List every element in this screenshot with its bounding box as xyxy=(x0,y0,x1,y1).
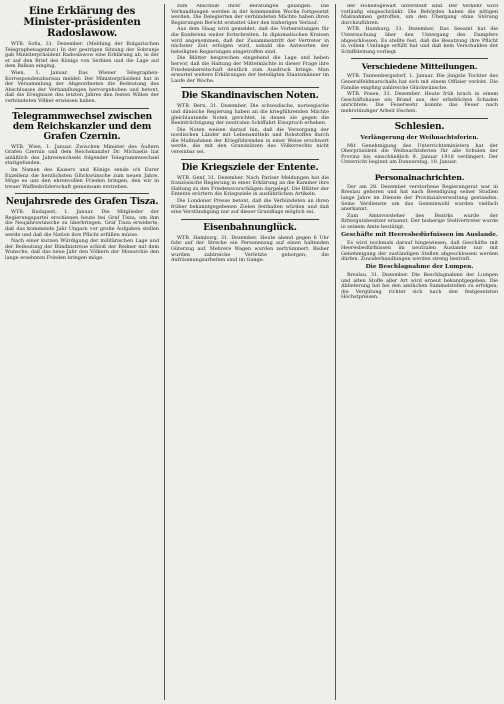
section-divider xyxy=(181,87,319,88)
article-paragraph: Die Noten weisen darauf hin, daß die Versorgung der nordischen Länder mit Lebensmitteln und Rohstoffen durch die Maßnahmen der Kriegführenden in einer Weise erschwert werde, die mit den Grundsätzen des Völkerrechts nicht vereinbar sei. xyxy=(171,126,329,156)
article-paragraph: Mit Genehmigung des Unterrichtsministers hat der Oberpräsident die Weihnachtsferien für alle Schulen der Provinz bis einschließlich 9. Januar 1918 verlängert. Der Unterricht beginnt am Donnerstag, 10. Januar. xyxy=(341,142,498,166)
column-rule xyxy=(335,4,336,700)
article-paragraph: Aus dem Haag wird gemeldet, daß die Vorbereitungen für die Konferenz weiter fortschreiten. In diplomatischen Kreisen wird angenommen, daß der Zusammentritt der Vertreter in nächster Zeit erfolgen wird, sobald die Antworten der beteiligten Regierungen eingetroffen sind. xyxy=(171,26,329,55)
article-paragraph: Breslau, 31. Dezember. Die Beschlagnahme der Lumpen und alten Stoffe aller Art wird erneut bekanntgegeben. Die Ablieferung hat bei den amtlichen Sammelstellen zu erfolgen; die Vergütung richtet sich nach den festgesetzten Höchstpreisen. xyxy=(341,272,498,301)
subheadline-heeresbeduerfnisse: Geschäfte mit Heeresbedürfnissen im Auslande. xyxy=(341,231,498,238)
article-paragraph: WTB. Tannenbergsdorf, 1. Januar. Die jüngste Tochter des Generalfeldmarschalls hat sich mit einem Offizier verlobt. Die Familie empfing zahlreiche Glückwünsche. xyxy=(341,73,498,91)
article-paragraph: Der am 28. Dezember verstorbene Regierungsrat war in Breslau geboren und hat nach Beendigung seiner Studien lange Jahre im Dienste der Provinzialverwaltung gestanden. Seine Verdienste um das Gemeinwohl wurden vielfach anerkannt. xyxy=(341,183,498,213)
headline-schlesien: Schlesien. xyxy=(394,121,445,132)
section-divider xyxy=(181,159,319,160)
column-rule xyxy=(164,4,165,700)
headline-erklaerung: Eine Erklärung des Minister-präsidenten Radoslawow. xyxy=(23,5,141,39)
headline-neujahrsrede: Neujahrsrede des Grafen Tisza. xyxy=(5,197,159,208)
section-divider xyxy=(15,193,149,194)
headline-skandinavische-noten: Die Skandinavischen Noten. xyxy=(181,91,319,102)
article-paragraph: WTB. Hamburg, 31. Dezember. Das Seeamt hat die Untersuchung über den Untergang des Dampfers abgeschlossen. Es stellte fest, daß die Besatzung ihre Pflicht in vollem Umfange erfüllt hat und daß kein Verschulden der Schiffsleitung vorliegt. xyxy=(341,26,498,55)
article-paragraph: Die Londoner Presse betont, daß die Verbündeten an ihren früher bekanntgegebenen Zielen festhalten würden und daß eine Verständigung nur auf dieser Grundlage möglich sei. xyxy=(171,198,329,216)
headline-telegrammwechsel: Telegrammwechsel zwischen dem Reichskanzler und dem Grafen Czernin. xyxy=(12,111,152,142)
article-paragraph: WTB. Bern, 31. Dezember. Die schwedische, norwegische und dänische Regierung haben an die kriegführenden Mächte gleichlautende Noten gerichtet, in denen sie gegen die Beeinträchtigung der neutralen Schiffahrt Einspruch erheben. xyxy=(171,103,329,127)
article-paragraph: zum Abschluß ihrer Beratungen gelangen. Die Verhandlungen werden in der kommenden Woche fortgesetzt werden. Die Delegierten der verbündeten Mächte haben ihren Regierungen Bericht erstattet über den bisherigen Verlauf. xyxy=(171,4,329,26)
subheadline-weihnachtsferien: Verlängerung der Weihnachtsferien. xyxy=(360,134,479,141)
subheadline-lumpen: Die Beschlagnahme der Lumpen. xyxy=(365,264,474,270)
section-divider xyxy=(15,108,149,109)
article-paragraph: Nach einer kurzen Würdigung der militärischen Lage und der Bedeutung der Bündnistreue schloß der Redner mit dem Wunsche, daß das neue Jahr den Völkern der Monarchie den lange ersehnten Frieden bringen möge. xyxy=(5,238,159,262)
article-paragraph: WTB. Hamburg, 31. Dezember. Heute abend gegen 6 Uhr fuhr auf der Strecke ein Personenzug auf einen haltenden Güterzug auf. Mehrere Wagen wurden zertrümmert. Bisher wurden zahlreiche Verletzte geborgen; die Aufräumungsarbeiten sind im Gange. xyxy=(171,234,329,264)
article-paragraph: WTB. Genf, 31. Dezember. Nach Pariser Meldungen hat die französische Regierung in einer Erklärung an die Kammer ihre Haltung zu den Friedensvorschlägen dargelegt. Die Blätter der Entente erörtern die Kriegsziele in ausführlichen Artikeln. xyxy=(171,174,329,198)
article-paragraph: der Hoheitsgewalt unterstellt sind. Der Verkehr wird vorläufig eingeschränkt. Die Behörden haben die nötigen Maßnahmen getroffen, um den Übergang ohne Störung durchzuführen. xyxy=(341,4,498,26)
article-paragraph: Im Namen des Kaisers und Königs sende ich Eurer Exzellenz die herzlichsten Glückwünsche zum neuen Jahre. Möge es uns den ehrenvollen Frieden bringen, den wir in treuer Waffenbrüderschaft gemeinsam erstreben. xyxy=(5,166,159,190)
article-paragraph: WTB. Budapest, 1. Januar. Die Mitglieder der Regierungspartei erschienen heute bei Graf Tisza, um ihm die Neujahrswünsche zu überbringen. Graf Tisza erwiderte, daß das kommende Jahr Ungarn vor große Aufgaben stellen werde und daß die Nation ihre Pflicht erfüllen müsse. xyxy=(5,209,159,238)
section-divider xyxy=(391,169,448,170)
column-middle xyxy=(171,4,329,700)
article-paragraph: WTB. Wien, 1. Januar. Zwischen Minister des Äußern Grafen Czernin und dem Reichskanzler Dr. Michaelis hat anläßlich des Jahreswechsels folgender Telegrammwechsel stattgefunden. xyxy=(5,143,159,167)
article-paragraph: Die Blätter besprechen eingehend die Lage und heben hervor, daß die Haltung der Mittelmächte in dieser Frage ihre Friedensbereitschaft deutlich zum Ausdruck bringe. Man erwartet weitere Erklärungen der beteiligten Staatsmänner im Laufe der Woche. xyxy=(171,55,329,84)
article-paragraph: Es wird nochmals darauf hingewiesen, daß Geschäfte mit Heeresbedürfnissen im neutralen Auslande nur mit Genehmigung der zuständigen Stellen abgeschlossen werden dürfen. Zuwiderhandlungen werden streng bestraft. xyxy=(341,239,498,263)
article-paragraph: Zum Amtsvorsteher des Bezirks wurde der Rittergutsbesitzer ernannt. Der bisherige Stellvertreter wurde in seinem Amte bestätigt. xyxy=(341,212,498,231)
article-paragraph: Wien, 1. Januar. Das Wiener Telegraphen-Korrespondenzbureau meldet: Der Ministerpräsident hat in der Versammlung der Abgeordneten die Bedeutung des Abschlusses der Verhandlungen hervorgehoben und betont, daß die Ereignisse des letzten Jahres den festen Willen der verbündeten Völker erwiesen haben. xyxy=(5,69,159,104)
headline-personalnachrichten: Personalnachrichten. xyxy=(374,172,465,182)
headline-eisenbahnunglueck: Eisenbahnunglück. xyxy=(203,222,297,233)
article-paragraph: WTB. Posen, 31. Dezember. Heute früh brach in einem Geschäftshause ein Brand aus, der erheblichen Schaden anrichtete. Die Feuerwehr konnte das Feuer nach mehrstündiger Arbeit löschen. xyxy=(341,91,498,114)
article-paragraph: WTB. Sofia, 31. Dezember. (Meldung der Bulgarischen Telegraphenagentur.) In der gestrigen Sitzung der Sobranje gab Ministerpräsident Radoslawow eine Erklärung ab, in der er auf den Brief des Königs von Serbien und die Lage auf dem Balkan einging. xyxy=(5,41,159,70)
section-divider xyxy=(351,58,488,59)
headline-kriegsziele: Die Kriegsziele der Entente. xyxy=(181,162,319,173)
column-left xyxy=(5,4,159,700)
headline-mitteilungen: Verschiedene Mitteilungen. xyxy=(361,62,478,72)
section-divider xyxy=(351,118,488,119)
column-right xyxy=(341,4,498,700)
section-divider xyxy=(181,219,319,220)
